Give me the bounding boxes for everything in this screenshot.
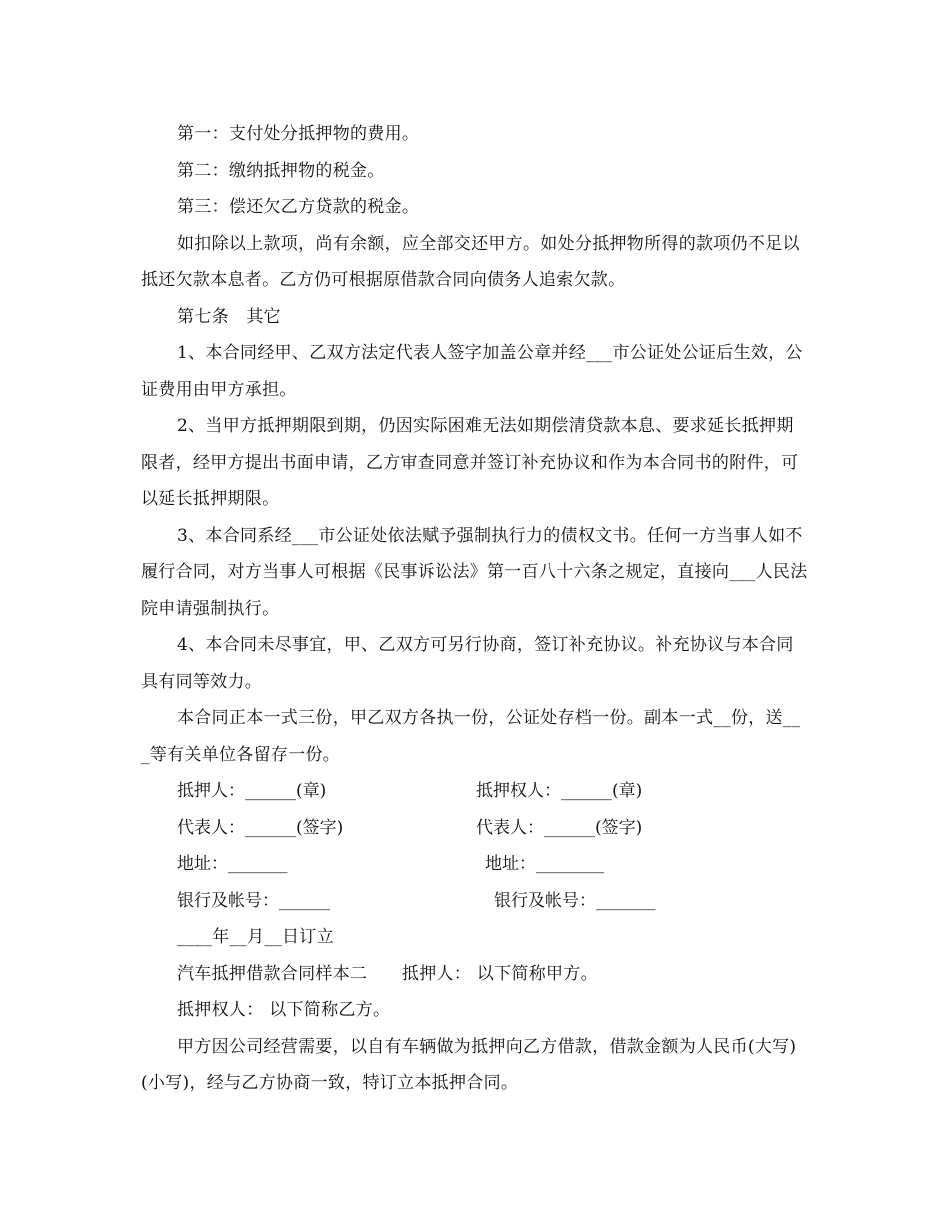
paragraph-item-2: 第二：缴纳抵押物的税金。 [177,160,385,181]
clause-3: 3、本合同系经___市公证处依法赋予强制执行力的债权文书。任何一方当事人如不履行合同，对方当事人可根据《民事诉讼法》第一百八十六条之规定，直接向___人民法院申请强制执行。 [141,525,808,619]
sample-two-heading: 汽车抵押借款合同样本二 抵押人： 以下简称甲方。 [177,963,598,984]
copies-paragraph: 本合同正本一式三份，甲乙双方各执一份，公证处存档一份。副本一式__份，送___等有关单位各留存一份。 [141,708,801,765]
loan-purpose-paragraph: 甲方因公司经营需要，以自有车辆做为抵押向乙方借款，借款金额为人民币(大写) (小写)，经与乙方协商一致，特订立本抵押合同。 [141,1036,797,1093]
paragraph-item-3: 第三：偿还欠乙方贷款的税金。 [177,197,420,217]
mortgagee-seal: 抵押权人：______(章) [476,781,643,801]
mortgagor-representative: 代表人：______(签字) [177,817,344,838]
mortgagee-definition: 抵押权人： 以下简称乙方。 [177,1000,391,1020]
document-body [141,116,809,1102]
clause-2: 2、当甲方抵押期限到期，仍因实际困难无法如期偿清贷款本息、要求延长抵押期限者，经甲方提出书面申请，乙方审查同意并签订补充协议和作为本合同书的附件，可以延长抵押期限。 [141,416,799,509]
signature-row-bank [141,883,809,920]
mortgagor-seal: 抵押人：______(章) [177,781,327,801]
signature-row-seal [141,773,809,810]
paragraph-remaining-balance: 如扣除以上款项，尚有余额，应全部交还甲方。如处分抵押物所得的款项仍不足以抵还欠款本息者。乙方仍可根据原借款合同向债务人追索欠款。 [141,233,800,290]
mortgagor-bank-account: 银行及帐号：______ [177,890,330,911]
article-heading: 第七条 其它 [177,306,281,327]
mortgagee-bank-account: 银行及帐号：_______ [494,890,656,911]
signature-row-address [141,846,809,883]
clause-4: 4、本合同未尽事宜，甲、乙双方可另行协商，签订补充协议。补充协议与本合同具有同等效力。 [141,635,794,692]
mortgagor-address: 地址：_______ [177,854,288,874]
paragraph-item-1: 第一：支付处分抵押物的费用。 [177,124,420,144]
clause-1: 1、本合同经甲、乙双方法定代表人签字加盖公章并经___市公证处公证后生效，公证费用由甲方承担。 [141,343,803,400]
mortgagee-representative: 代表人：______(签字) [476,817,643,838]
signature-row-representative [141,810,809,847]
date-line: ____年__月__日订立 [177,927,334,947]
mortgagee-address: 地址：________ [485,854,604,874]
